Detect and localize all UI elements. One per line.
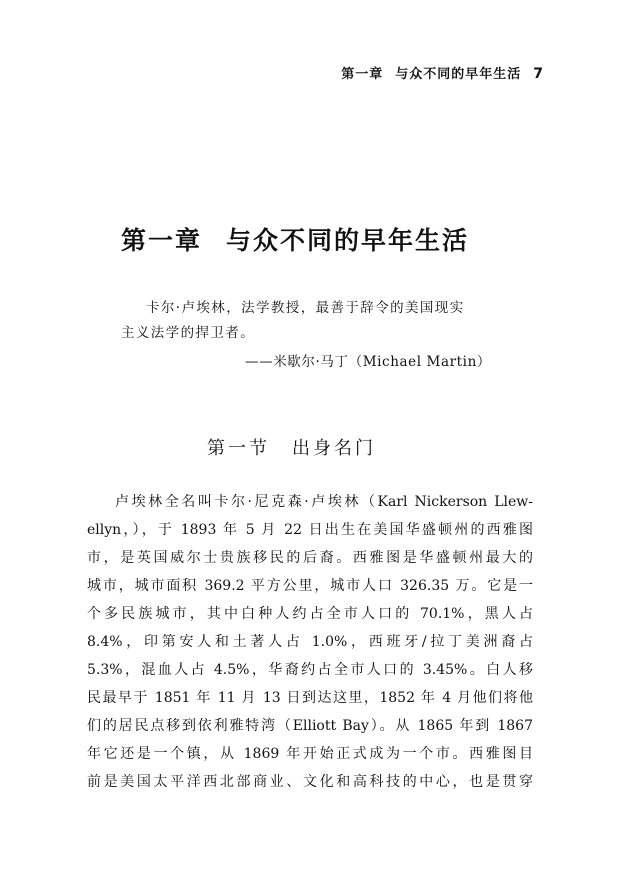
epigraph-line: 卡尔·卢埃林，法学教授，最善于辞令的美国现实 [146, 300, 465, 316]
running-header-chapter-label: 第一章 [341, 67, 384, 82]
page-number: 7 [533, 66, 544, 82]
body-line: ellyn，），于 1893 年 5 月 22 日出生在美国华盛顿州的西雅图 [87, 522, 533, 538]
body-line: 个多民族城市，其中白种人约占全市人口的 70.1%，黑人占 [87, 606, 533, 622]
body-line: 们的居民点移到依利雅特湾（Elliott Bay）。从 1865 年到 1867 [87, 718, 533, 734]
running-header-chapter-name: 与众不同的早年生活 [395, 67, 522, 82]
body-line: 前是美国太平洋西北部商业、文化和高科技的中心，也是贯穿 [87, 774, 533, 790]
body-line: 市，是英国威尔士贵族移民的后裔。西雅图是华盛顿州最大的 [87, 550, 533, 566]
body-paragraph [87, 488, 533, 796]
section-name: 出身名门 [292, 438, 376, 459]
body-line: 5.3%，混血人占 4.5%，华裔约占全市人口的 3.45%。白人移 [87, 662, 533, 678]
running-header [341, 63, 544, 82]
body-line: 8.4%，印第安人和土著人占 1.0%，西班牙/拉丁美洲裔占 [87, 634, 533, 650]
epigraph-attribution: ——米歇尔·马丁（Michael Martin） [245, 354, 491, 370]
chapter-number: 第一章 [121, 226, 203, 255]
section-title [207, 434, 376, 460]
body-line: 卢埃林全名叫卡尔·尼克森·卢埃林（Karl Nickerson Llew- [115, 494, 533, 510]
chapter-name: 与众不同的早年生活 [226, 226, 470, 255]
chapter-title [121, 221, 469, 257]
epigraph-line: 主义法学的捍卫者。 [121, 325, 256, 341]
body-line: 民最早于 1851 年 11 月 13 日到达这里，1852 年 4 月他们将他 [87, 690, 533, 706]
body-line: 城市，城市面积 369.2 平方公里，城市人口 326.35 万。它是一 [87, 578, 533, 594]
section-number: 第一节 [207, 438, 270, 459]
body-line: 年它还是一个镇，从 1869 年开始正式成为一个市。西雅图目 [87, 746, 533, 762]
